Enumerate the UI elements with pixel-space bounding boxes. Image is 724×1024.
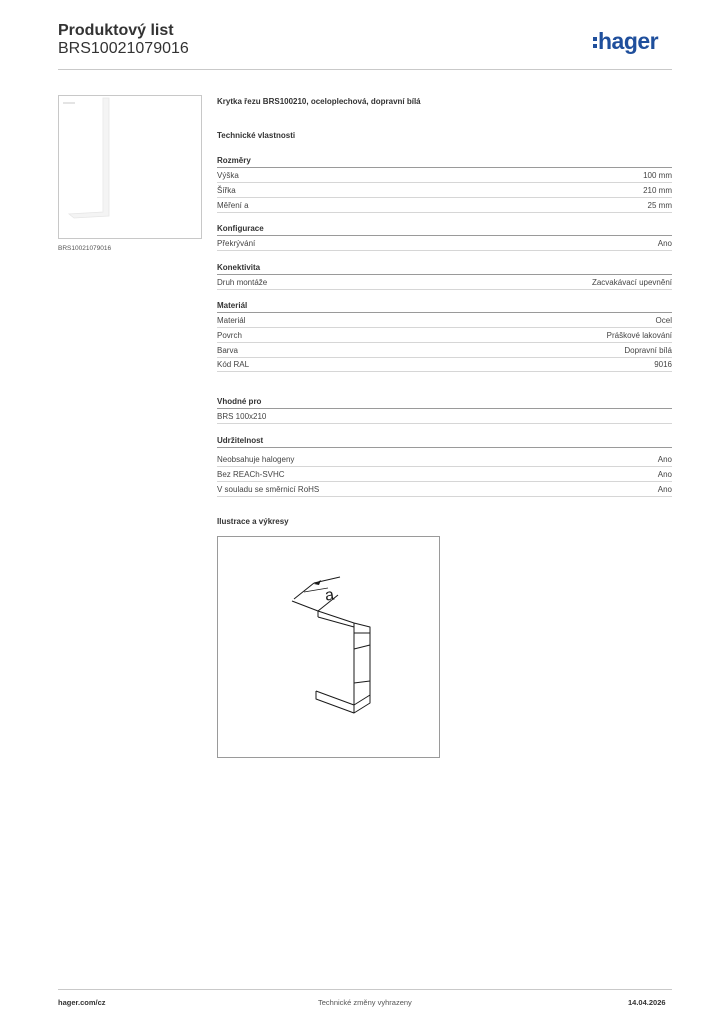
header-divider xyxy=(58,69,672,70)
row-label: Neobsahuje halogeny xyxy=(217,454,295,464)
row-value: Práškové lakování xyxy=(606,330,672,340)
footer-website-link[interactable]: hager.com/cz xyxy=(58,998,106,1007)
dimension-label: a xyxy=(323,586,336,605)
row-label: Překrývání xyxy=(217,238,256,248)
product-thumbnail xyxy=(58,95,202,239)
section-title-konektivita: Konektivita xyxy=(217,263,672,275)
table-row xyxy=(217,236,672,251)
row-value: Ocel xyxy=(655,315,672,325)
row-value: Ano xyxy=(657,454,672,464)
illustrations-title: Ilustrace a výkresy xyxy=(217,517,289,526)
row-value: 210 mm xyxy=(643,185,672,195)
page-title: Produktový list xyxy=(58,22,174,39)
row-label: Druh montáže xyxy=(217,277,268,287)
table-row xyxy=(217,409,672,424)
table-row xyxy=(217,467,672,482)
table-row xyxy=(217,357,672,372)
row-value: 100 mm xyxy=(643,170,672,180)
row-value: Ano xyxy=(657,469,672,479)
thumbnail-caption: BRS10021079016 xyxy=(58,245,112,252)
section-title-rozmery: Rozměry xyxy=(217,156,672,168)
row-value: 25 mm xyxy=(647,200,672,210)
product-code: BRS10021079016 xyxy=(58,40,189,57)
table-row xyxy=(217,183,672,198)
product-image-icon xyxy=(59,96,201,238)
footer-date: 14.04.2026 xyxy=(628,998,666,1007)
row-label: BRS 100x210 xyxy=(217,411,267,421)
row-value: Zacvakávací upevnění xyxy=(591,277,672,287)
table-row xyxy=(217,343,672,358)
row-value: Ano xyxy=(657,484,672,494)
dimension-drawing-icon xyxy=(218,537,439,757)
row-label: Měření a xyxy=(217,200,249,210)
tech-properties-title: Technické vlastnosti xyxy=(217,131,296,140)
logo-text: hager xyxy=(598,27,659,54)
row-label: Materiál xyxy=(217,315,246,325)
row-label: Povrch xyxy=(217,330,242,340)
footer-divider xyxy=(58,989,672,990)
row-label: Barva xyxy=(217,345,238,355)
table-row xyxy=(217,198,672,213)
table-row xyxy=(217,313,672,328)
table-row xyxy=(217,275,672,290)
section-title-udrzitelnost: Udržitelnost xyxy=(217,436,672,448)
technical-drawing xyxy=(217,536,440,758)
row-value: Dopravní bílá xyxy=(624,345,672,355)
table-row xyxy=(217,168,672,183)
footer-note: Technické změny vyhrazeny xyxy=(318,998,412,1007)
table-row xyxy=(217,328,672,343)
section-title-konfigurace: Konfigurace xyxy=(217,224,672,236)
row-value: Ano xyxy=(657,238,672,248)
table-row xyxy=(217,482,672,497)
row-label: Bez REACh-SVHC xyxy=(217,469,285,479)
product-name: Krytka řezu BRS100210, oceloplechová, dopravní bílá xyxy=(217,97,421,106)
row-value: 9016 xyxy=(654,359,672,369)
row-label: Kód RAL xyxy=(217,359,250,369)
section-title-vhodne-pro: Vhodné pro xyxy=(217,397,672,409)
row-label: Výška xyxy=(217,170,239,180)
section-title-material: Materiál xyxy=(217,301,672,313)
hager-logo xyxy=(593,28,658,54)
row-label: V souladu se směrnicí RoHS xyxy=(217,484,320,494)
row-label: Šířka xyxy=(217,185,236,195)
logo-mark-icon xyxy=(593,37,597,48)
table-row xyxy=(217,452,672,467)
